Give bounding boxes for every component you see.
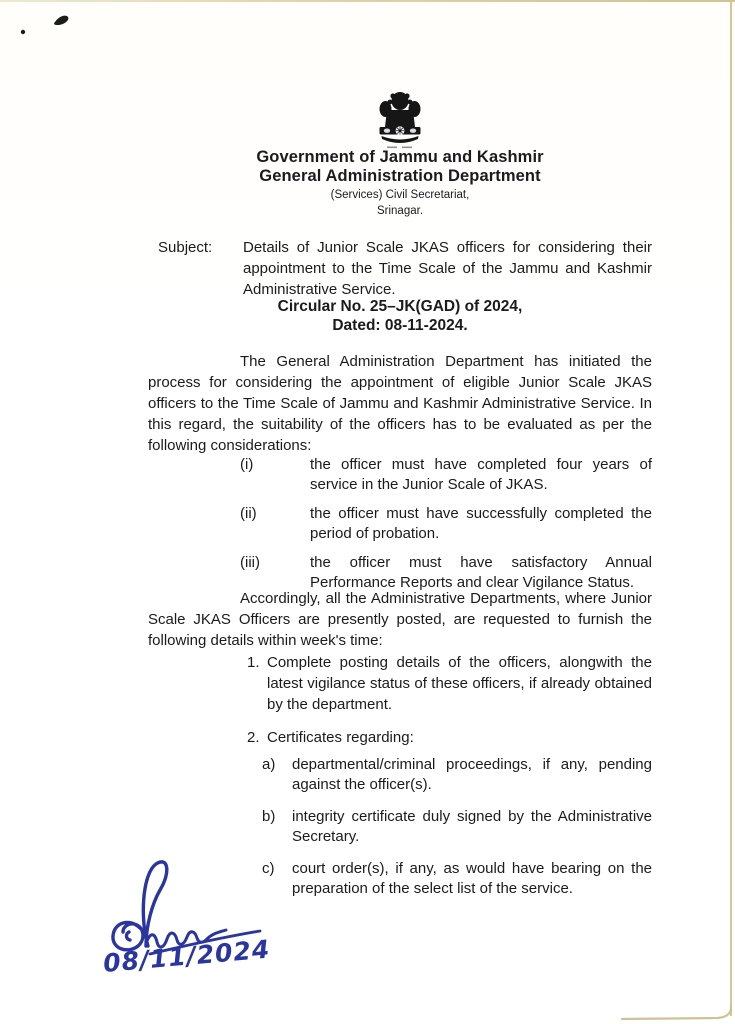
consideration-text: the officer must have successfully completed the period of probation. bbox=[310, 505, 652, 542]
consideration-marker: (iii) bbox=[240, 554, 260, 571]
ashoka-lion-capital-emblem-icon bbox=[374, 88, 426, 150]
circular-date: Dated: 08-11-2024. bbox=[332, 317, 468, 334]
scan-edge-bottom-right bbox=[592, 1005, 732, 1021]
city-line: Srinagar. bbox=[376, 205, 424, 217]
detail-text: Certificates regarding: bbox=[267, 729, 414, 746]
certificate-marker: b) bbox=[262, 808, 276, 825]
considerations-list bbox=[240, 455, 652, 602]
government-title: Government of Jammu and Kashmir bbox=[256, 148, 544, 166]
circular-reference bbox=[148, 297, 652, 335]
certificate-text: court order(s), if any, as would have bearing on the preparation of the select list of the service. bbox=[292, 860, 652, 897]
certificate-item bbox=[262, 755, 652, 795]
circular-number: Circular No. 25–JK(GAD) of 2024, bbox=[277, 298, 523, 315]
detail-text: Complete posting details of the officers, alongwith the latest vigilance status of these officers, if already obtained by the department. bbox=[267, 654, 652, 713]
certificate-item bbox=[262, 807, 652, 847]
certificate-text: integrity certificate duly signed by the Administrative Secretary. bbox=[292, 808, 652, 845]
consideration-text: the officer must have completed four years of service in the Junior Scale of JKAS. bbox=[310, 456, 652, 493]
consideration-item bbox=[240, 504, 652, 544]
signature-date: 08/11/2024 bbox=[101, 934, 272, 978]
details-list bbox=[247, 652, 652, 760]
ink-marks bbox=[10, 5, 100, 55]
detail-item bbox=[247, 727, 652, 748]
scan-edge-right bbox=[730, 1, 732, 1016]
subject-block bbox=[158, 237, 652, 300]
opening-paragraph: The General Administration Department has initiated the process for considering the appointment of eligible Junior Scale JKAS officers to the Time Scale of Jammu and Kashmir Administrative Service. In this regard, the suitability of the officers has to be evaluated as per the following considerations: bbox=[148, 353, 652, 454]
certificate-marker: a) bbox=[262, 756, 276, 773]
detail-marker: 2. bbox=[247, 729, 260, 746]
detail-marker: 1. bbox=[247, 654, 260, 671]
department-title: General Administration Department bbox=[259, 167, 541, 185]
certificate-marker: c) bbox=[262, 860, 275, 877]
secretariat-line: (Services) Civil Secretariat, bbox=[330, 189, 470, 201]
letterhead bbox=[148, 148, 652, 218]
certificates-list bbox=[262, 755, 652, 911]
consideration-marker: (ii) bbox=[240, 505, 257, 522]
certificate-item bbox=[262, 859, 652, 899]
certificate-text: departmental/criminal proceedings, if any, pending against the officer(s). bbox=[292, 756, 652, 793]
scan-edge-top bbox=[0, 0, 735, 2]
consideration-text: the officer must have satisfactory Annual Performance Reports and clear Vigilance Status. bbox=[310, 554, 652, 591]
consideration-item bbox=[240, 455, 652, 495]
consideration-item bbox=[240, 553, 652, 593]
subject-label: Subject: bbox=[158, 239, 213, 256]
consideration-marker: (i) bbox=[240, 456, 254, 473]
second-paragraph: Accordingly, all the Administrative Departments, where Junior Scale JKAS Officers are presently posted, are requested to furnish the following details within week's time: bbox=[148, 590, 652, 649]
detail-item bbox=[247, 652, 652, 715]
handwritten-signature bbox=[96, 852, 281, 980]
subject-text: Details of Junior Scale JKAS officers for considering their appointment to the Time Scale of the Jammu and Kashmir Administrative Service. bbox=[243, 239, 652, 298]
